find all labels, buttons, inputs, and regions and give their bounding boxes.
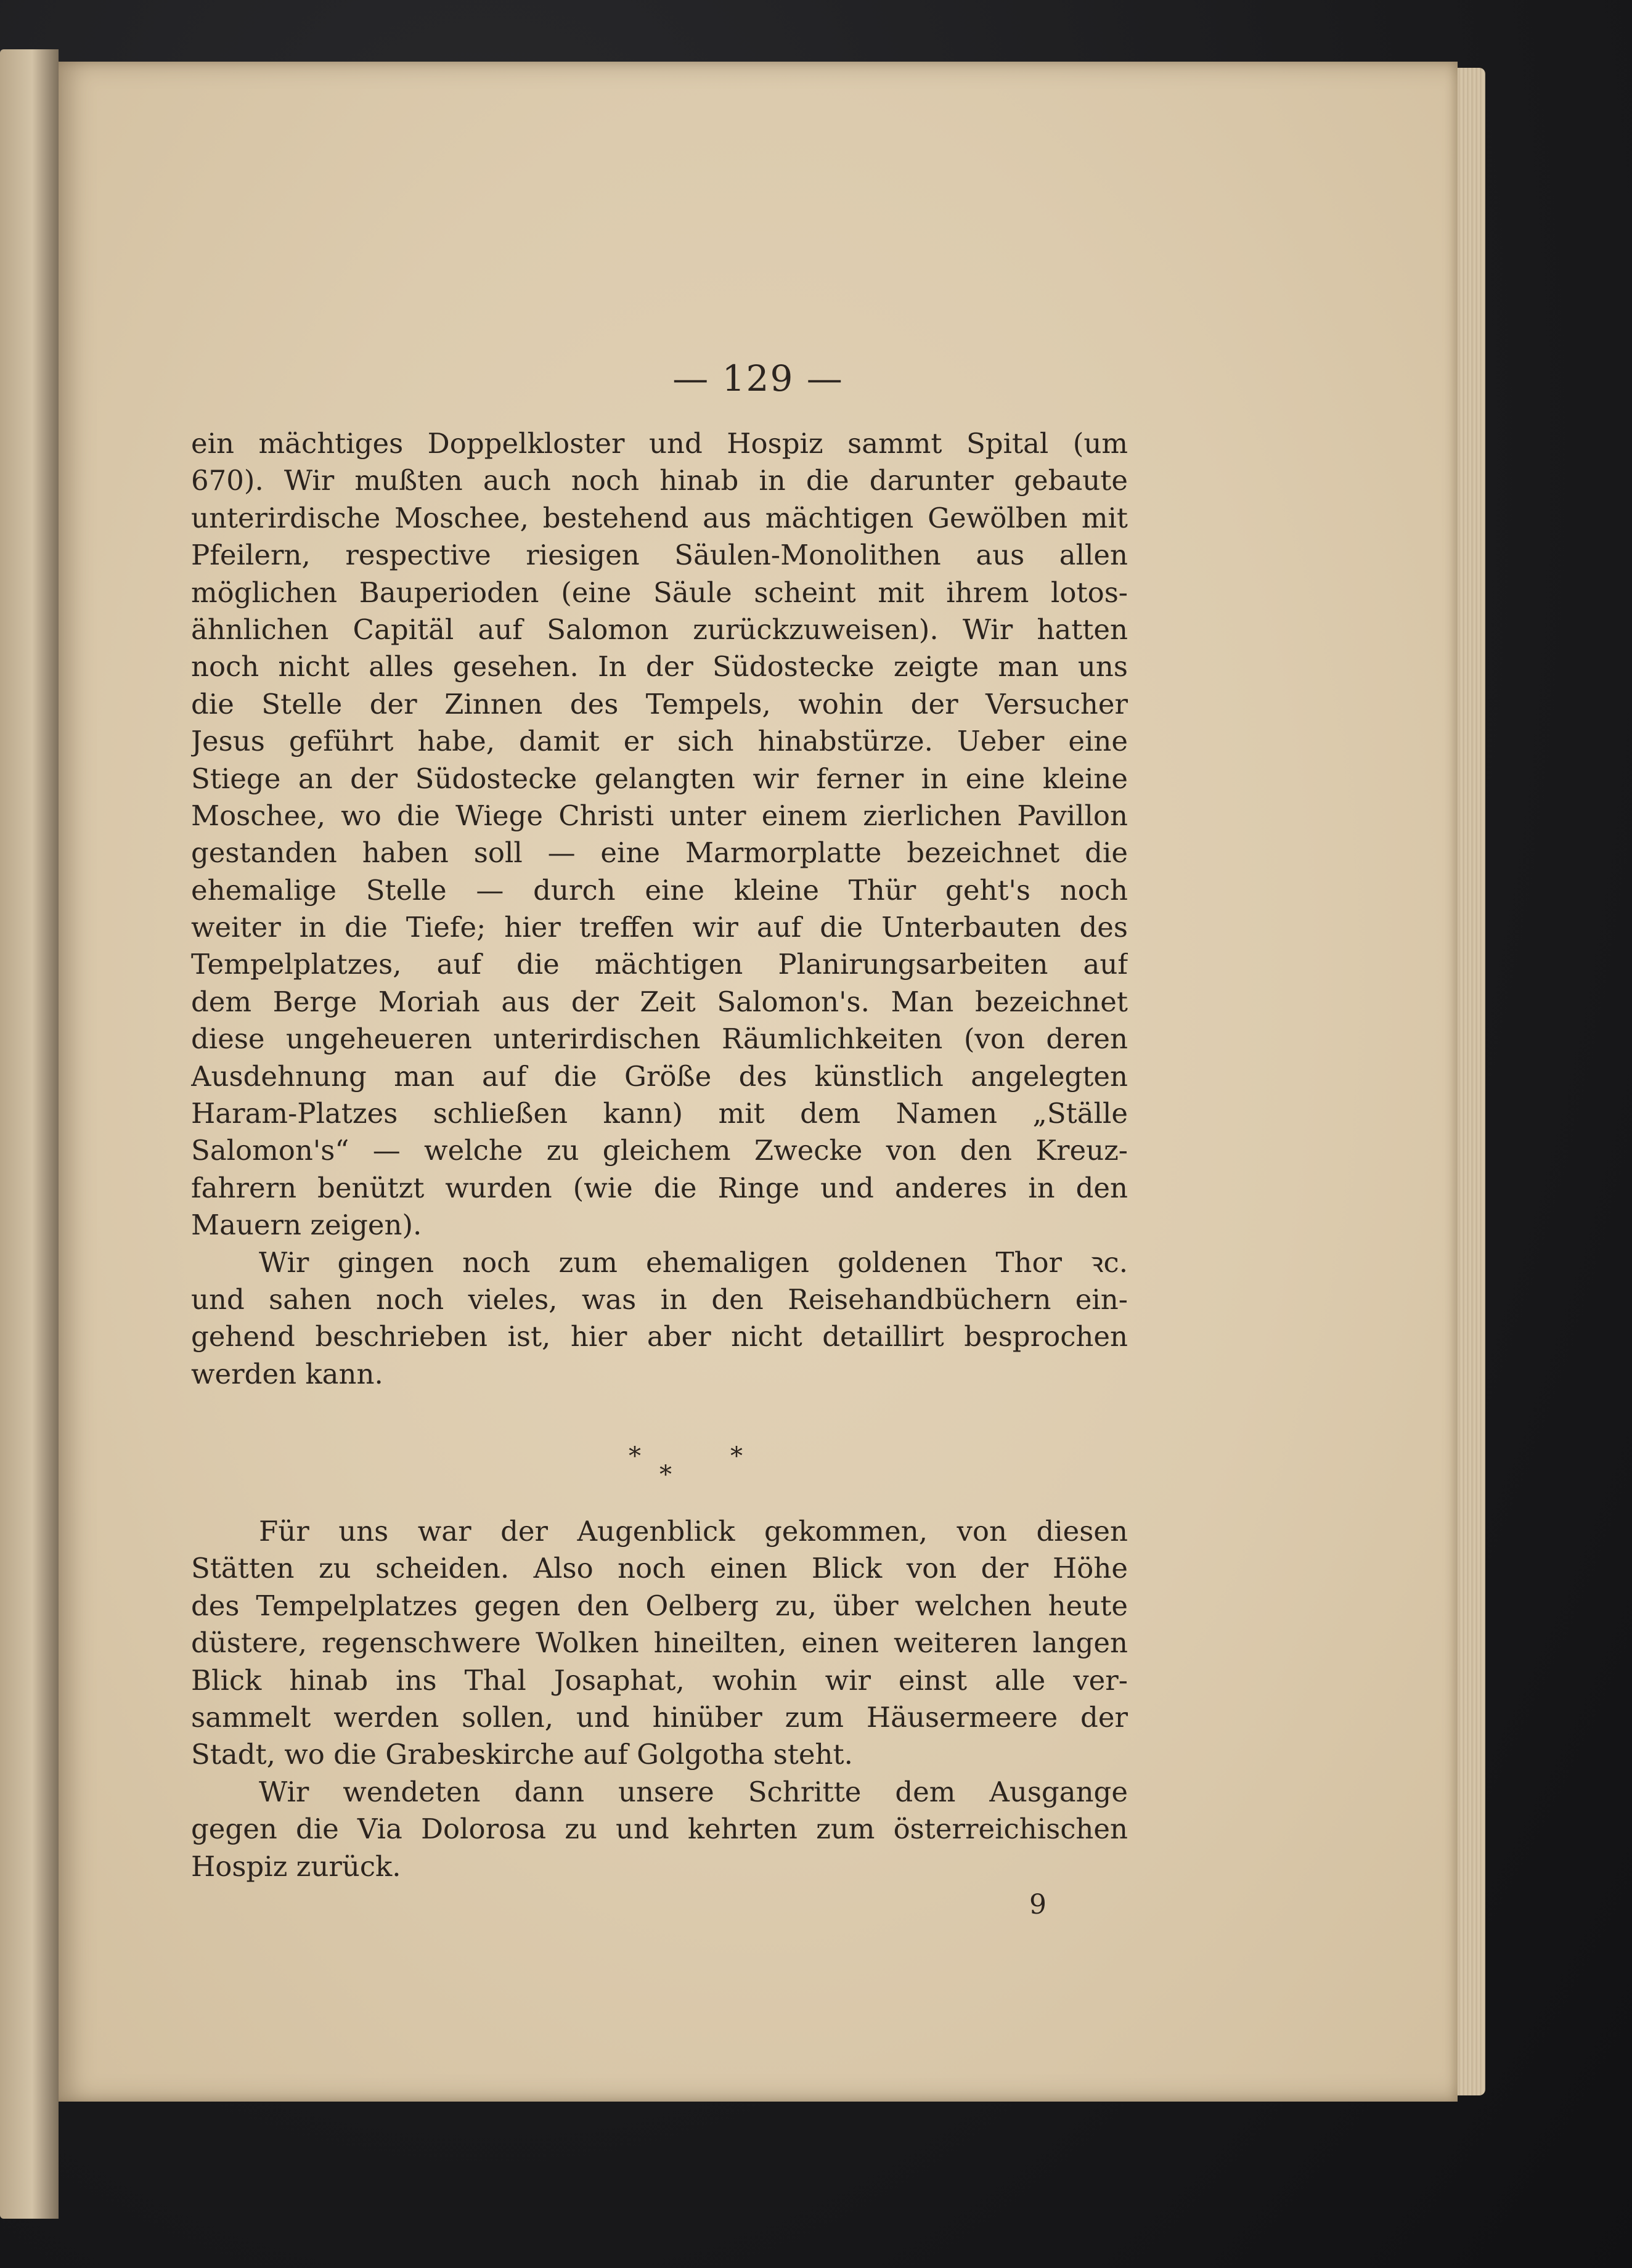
text-line: Pfeilern, respective riesigen Säulen-Monolithen aus allen — [191, 539, 1128, 572]
text-line: Wir wendeten dann unsere Schritte dem Ausgange — [259, 1775, 1128, 1808]
text-line: Stiege an der Südostecke gelangten wir ferner in eine kleine — [191, 762, 1128, 795]
text-line: ehemalige Stelle — durch eine kleine Thür geht's noch — [191, 873, 1128, 907]
text-line: die Stelle der Zinnen des Tempels, wohin der Versucher — [191, 687, 1128, 720]
text-line: Für uns war der Augenblick gekommen, von diesen — [259, 1515, 1128, 1548]
separator-star: * — [730, 1442, 743, 1471]
text-line: Jesus geführt habe, damit er sich hinabstürze. Ueber eine — [191, 725, 1128, 758]
text-line: Tempelplatzes, auf die mächtigen Planirungsarbeiten auf — [191, 948, 1128, 981]
text-line: gegen die Via Dolorosa zu und kehrten zum österreichischen — [191, 1813, 1128, 1846]
text-line: Wir gingen noch zum ehemaligen goldenen Thor ꝛc. — [259, 1246, 1128, 1279]
text-line: ein mächtiges Doppelkloster und Hospiz sammt Spital (um — [191, 427, 1128, 460]
text-line: Stätten zu scheiden. Also noch einen Blick von der Höhe — [191, 1552, 1128, 1585]
page-number-header: — 129 — — [672, 357, 844, 399]
text-line: werden kann. — [191, 1357, 383, 1390]
text-line: 670). Wir mußten auch noch hinab in die darunter gebaute — [191, 464, 1128, 497]
text-line: Haram-Platzes schließen kann) mit dem Namen „Ställe — [191, 1097, 1128, 1130]
text-line: Moschee, wo die Wiege Christi unter einem zierlichen Pavillon — [191, 799, 1128, 832]
left-page-edge — [0, 49, 59, 2219]
text-line: gestanden haben soll — eine Marmorplatte bezeichnet die — [191, 836, 1128, 870]
text-line: fahrern benützt wurden (wie die Ringe und anderes in den — [191, 1171, 1128, 1204]
text-line: und sahen noch vieles, was in den Reisehandbüchern ein- — [191, 1283, 1128, 1316]
paragraph-2 — [191, 1513, 1128, 1885]
text-line: Stadt, wo die Grabeskirche auf Golgotha steht. — [191, 1738, 853, 1771]
text-line: dem Berge Moriah aus der Zeit Salomon's. Man bezeichnet — [191, 985, 1128, 1018]
separator-star: * — [629, 1442, 641, 1471]
text-line: möglichen Bauperioden (eine Säule scheint mit ihrem lotos- — [191, 576, 1128, 609]
text-line: unterirdische Moschee, bestehend aus mächtigen Gewölben mit — [191, 501, 1128, 534]
signature-mark: 9 — [1029, 1889, 1047, 1920]
text-line: des Tempelplatzes gegen den Oelberg zu, über welchen heute — [191, 1589, 1128, 1622]
text-line: Blick hinab ins Thal Josaphat, wohin wir einst alle ver- — [191, 1663, 1128, 1697]
text-line: sammelt werden sollen, und hinüber zum Häusermeere der — [191, 1700, 1128, 1734]
text-line: weiter in die Tiefe; hier treffen wir auf die Unterbauten des — [191, 911, 1128, 944]
text-line: noch nicht alles gesehen. In der Südostecke zeigte man uns — [191, 650, 1128, 683]
text-line: Hospiz zurück. — [191, 1850, 401, 1883]
text-line: Salomon's“ — welche zu gleichem Zwecke von den Kreuz- — [191, 1134, 1128, 1167]
section-separator — [191, 1442, 1128, 1498]
text-line: ähnlichen Capitäl auf Salomon zurückzuweisen). Wir hatten — [191, 613, 1128, 646]
text-line: Ausdehnung man auf die Größe des künstlich angelegten — [191, 1059, 1128, 1093]
text-line: diese ungeheueren unterirdischen Räumlichkeiten (von deren — [191, 1022, 1128, 1056]
text-line: düstere, regenschwere Wolken hineilten, einen weiteren langen — [191, 1626, 1128, 1660]
separator-star: * — [659, 1461, 672, 1489]
text-line: Mauern zeigen). — [191, 1209, 422, 1242]
book-page — [59, 62, 1458, 2102]
paragraph-1 — [191, 425, 1128, 1393]
text-line: gehend beschrieben ist, hier aber nicht detaillirt besprochen — [191, 1320, 1128, 1353]
